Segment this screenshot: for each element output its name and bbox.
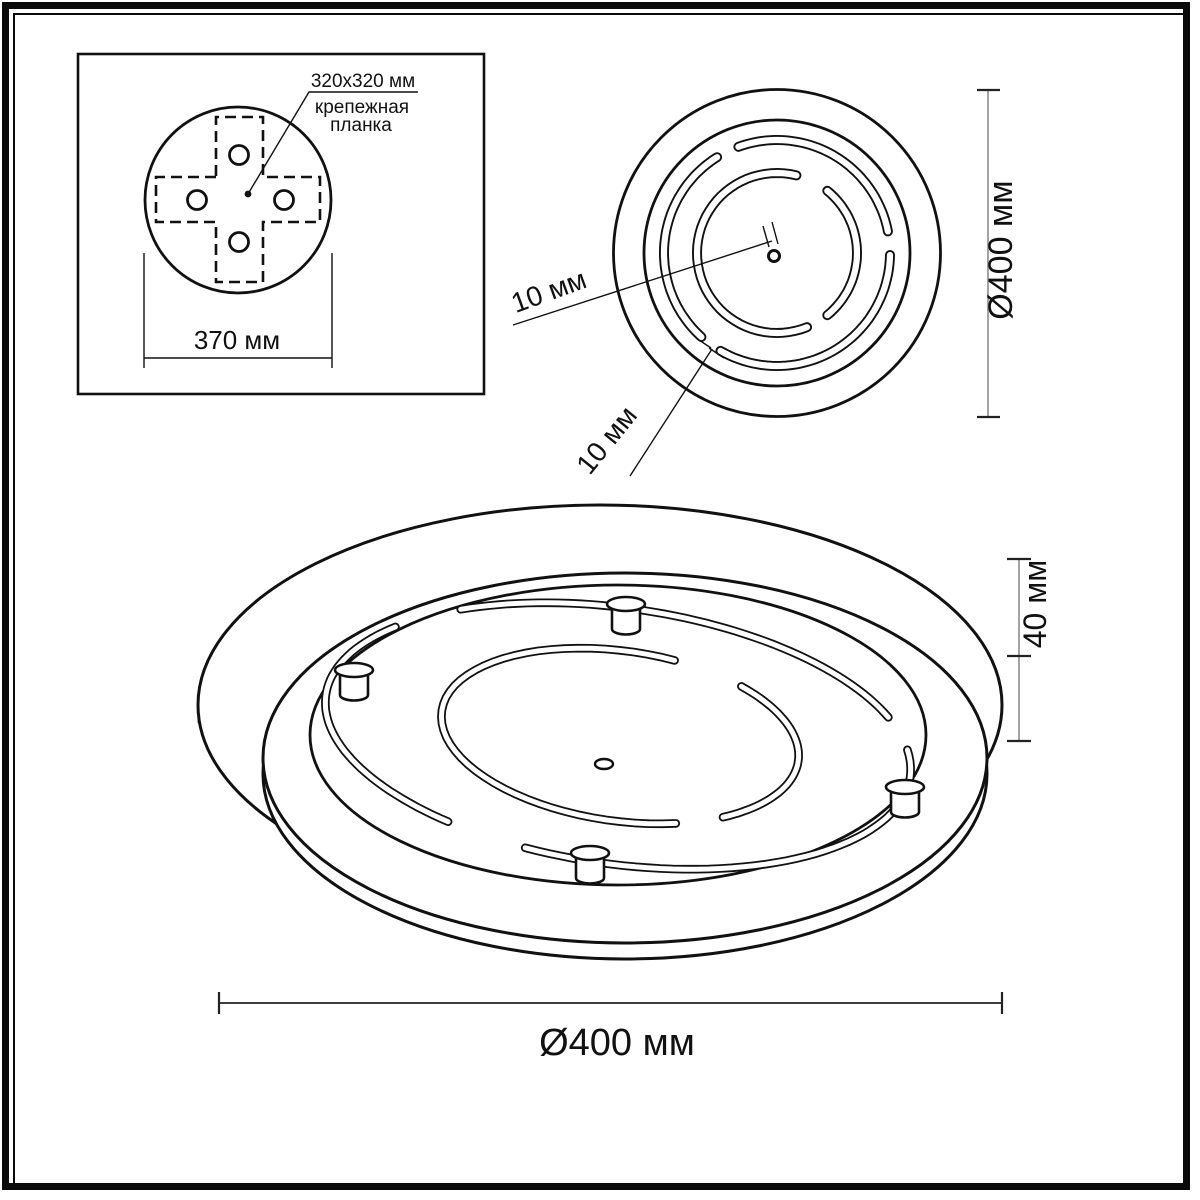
plate-top-view	[507, 90, 1020, 480]
center-hole	[769, 251, 780, 262]
dim-370-label: 370 мм	[193, 325, 281, 355]
cord-boss-right	[886, 780, 924, 818]
cord-boss-top	[607, 597, 645, 635]
dim-diameter-3d	[219, 992, 1002, 1064]
dim-10mm-gap-label: 10 мм	[570, 400, 644, 480]
dim-diameter-3d-label: Ø400 мм	[539, 1022, 695, 1064]
center-hole-3d	[595, 759, 613, 769]
plate-3d-view	[198, 505, 1053, 1064]
callout-name-line2: планка	[330, 115, 392, 136]
inset-panel	[78, 54, 484, 394]
cord-boss-bottom	[571, 846, 609, 884]
outer-slot	[721, 255, 891, 366]
dim-10mm-gap	[570, 338, 724, 480]
dim-10mm-center-label: 10 мм	[507, 263, 591, 319]
callout-size-label: 320x320 мм	[310, 71, 416, 92]
dim-height-40	[1007, 559, 1053, 741]
cord-boss-left	[335, 663, 373, 701]
dim-diameter-top-label: Ø400 мм	[982, 180, 1020, 320]
inset-border	[78, 54, 484, 394]
dim-10mm-center	[507, 222, 778, 325]
callout-name-line1: крепежная	[314, 97, 410, 118]
inner-slot	[697, 173, 807, 333]
dim-diameter-top-view	[977, 90, 1020, 417]
dim-height-40-label: 40 мм	[1017, 559, 1053, 649]
